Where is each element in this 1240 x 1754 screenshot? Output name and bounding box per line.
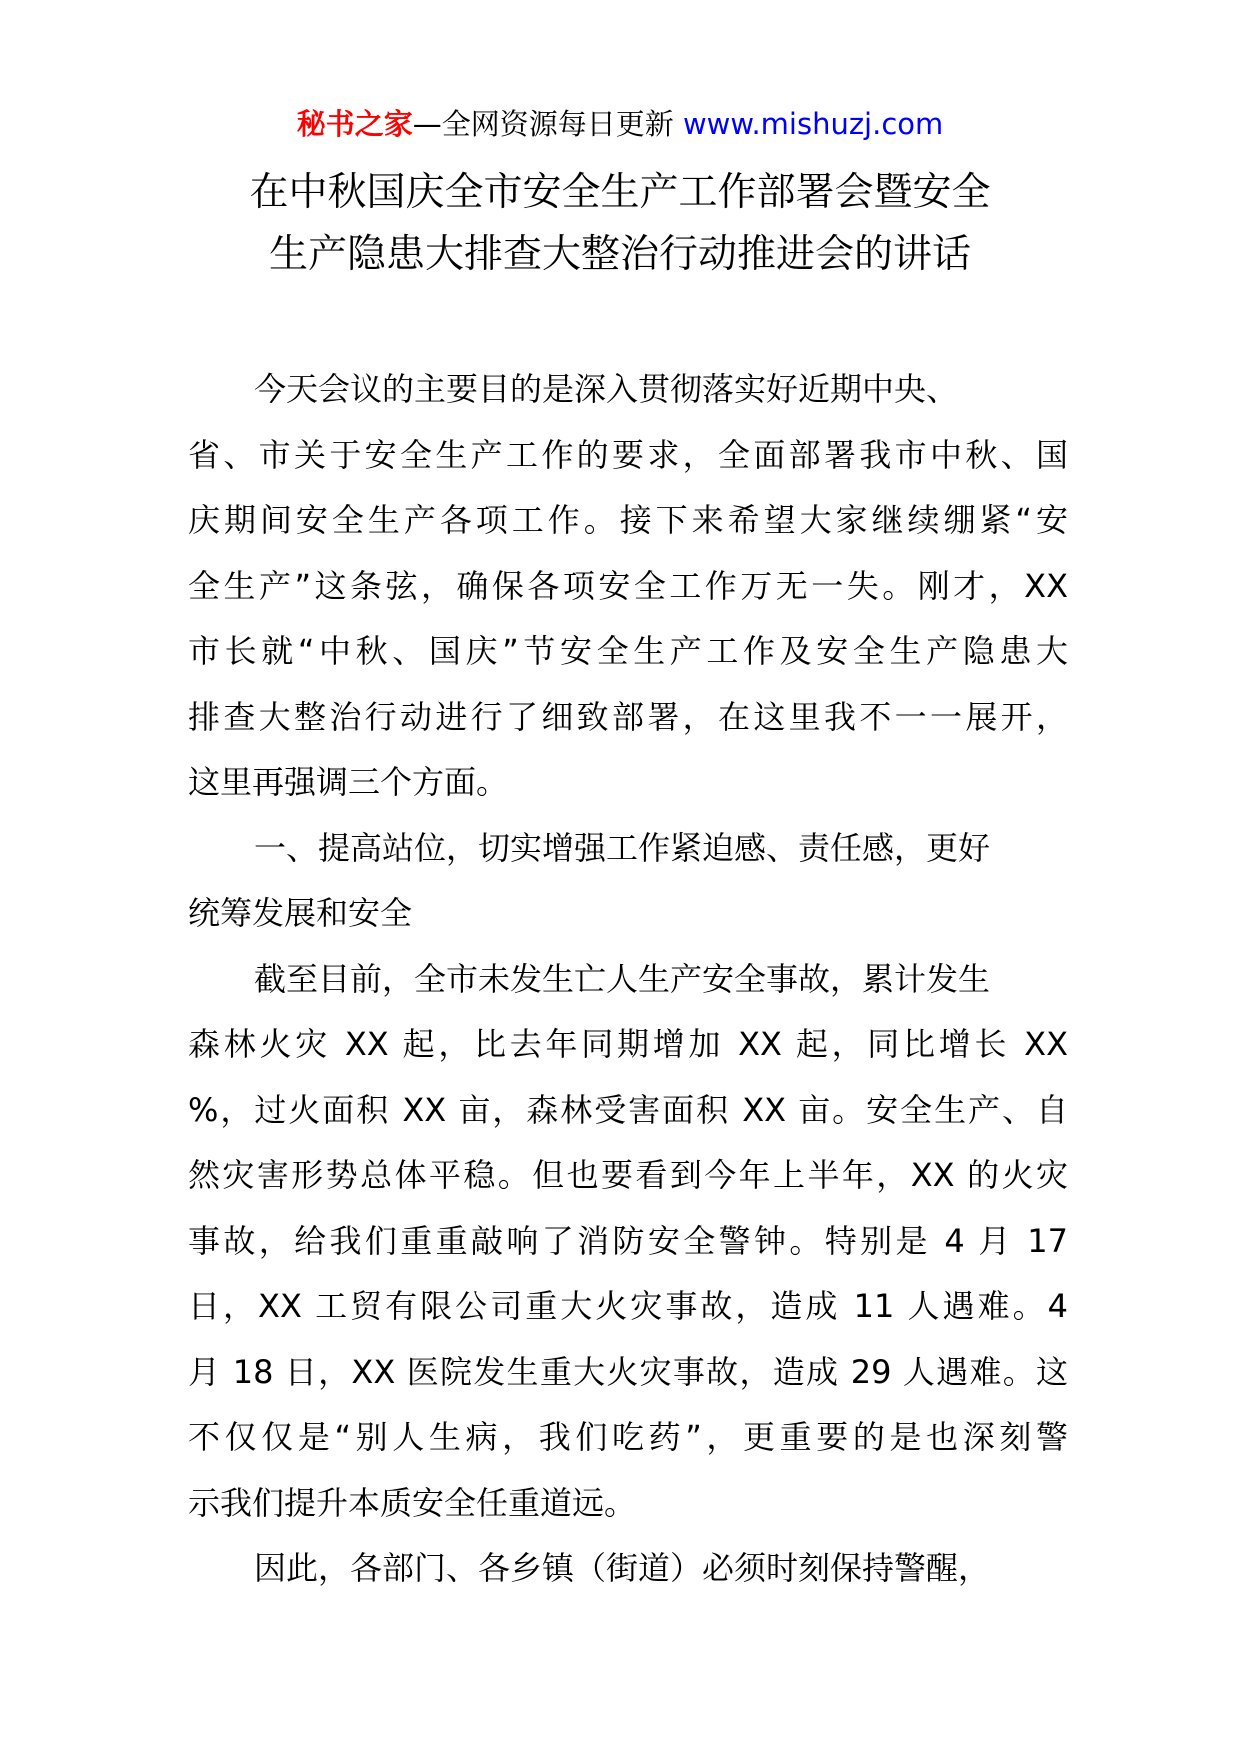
- document-title: [0, 162, 1240, 286]
- page-header: [0, 104, 1240, 144]
- body-line: 庆期间安全生产各项工作。接下来希望大家继续绷紧“安: [188, 501, 1068, 539]
- body-line: 因此，各部门、各乡镇（街道）必须时刻保持警醒，: [254, 1549, 991, 1587]
- body-line: 事故，给我们重重敲响了消防安全警钟。特别是 4 月 17: [188, 1221, 1068, 1260]
- body-line: 全生产”这条弦，确保各项安全工作万无一失。刚才，XX: [188, 566, 1068, 605]
- title-line-2: 生产隐患大排查大整治行动推进会的讲话: [268, 232, 971, 277]
- body-line: 日，XX 工贸有限公司重大火灾事故，造成 11 人遇难。4: [188, 1287, 1068, 1325]
- body-line: %，过火面积 XX 亩，森林受害面积 XX 亩。安全生产、自: [188, 1090, 1068, 1129]
- body-line: 省、市关于安全生产工作的要求，全面部署我市中秋、国: [188, 435, 1068, 474]
- section-heading-line: 一、提高站位，切实增强工作紧迫感、责任感，更好: [254, 828, 991, 867]
- body-line: 然灾害形势总体平稳。但也要看到今年上半年，XX 的火灾: [188, 1156, 1068, 1194]
- document-body: [188, 357, 1068, 1602]
- body-line: 不仅仅是“别人生病，我们吃药”，更重要的是也深刻警: [188, 1418, 1068, 1456]
- body-line: 截至目前，全市未发生亡人生产安全事故，累计发生: [254, 959, 991, 998]
- body-line: 这里再强调三个方面。: [188, 763, 509, 801]
- body-line: 示我们提升本质安全任重道远。: [188, 1483, 637, 1522]
- section-heading-line: 统筹发展和安全: [188, 894, 413, 932]
- site-url-link[interactable]: www.mishuzj.com: [682, 107, 944, 141]
- brand-name: 秘书之家: [296, 107, 413, 141]
- body-line: 排查大整治行动进行了细致部署，在这里我不一一展开，: [188, 697, 1068, 736]
- body-line: 月 18 日，XX 医院发生重大火灾事故，造成 29 人遇难。这: [188, 1352, 1068, 1391]
- header-tagline: —全网资源每日更新: [412, 107, 683, 141]
- body-line: 森林火灾 XX 起，比去年同期增加 XX 起，同比增长 XX: [188, 1025, 1068, 1063]
- body-line: 今天会议的主要目的是深入贯彻落实好近期中央、: [254, 370, 959, 408]
- title-line-1: 在中秋国庆全市安全生产工作部署会暨安全: [249, 170, 991, 215]
- body-line: 市长就“中秋、国庆”节安全生产工作及安全生产隐患大: [188, 632, 1068, 670]
